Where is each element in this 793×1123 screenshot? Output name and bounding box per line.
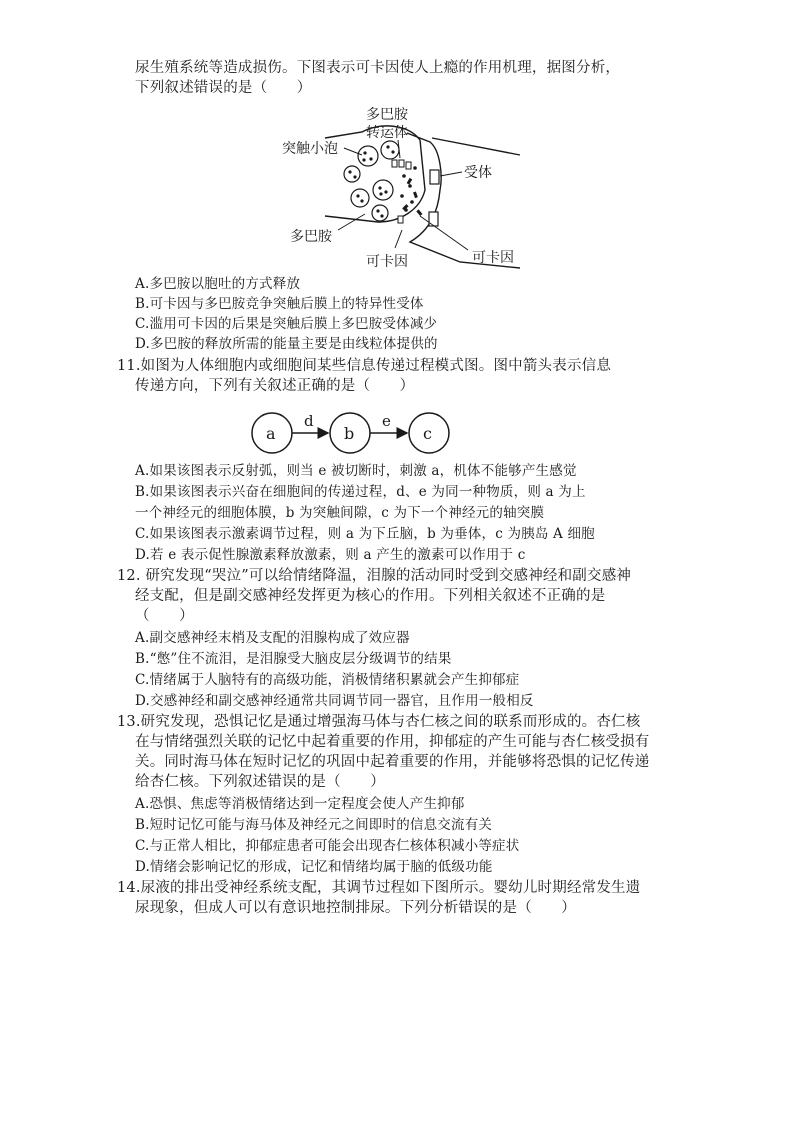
q11-stem-1: 11.如图为人体细胞内或细胞间某些信息传递过程模式图。图中箭头表示信息: [117, 358, 612, 374]
q11-option-b: B.如果该图表示兴奋在细胞间的传递过程，d、e 为同一种物质，则 a 为上: [135, 484, 586, 500]
q10-option-b: B.可卡因与多巴胺竞争突触后膜上的特异性受体: [135, 296, 424, 312]
label-cocaine-2: 可卡因: [472, 250, 514, 266]
q11-option-a: A.如果该图表示反射弧，则当 e 被切断时，刺激 a，机体不能够产生感觉: [135, 463, 577, 479]
q12-option-d: D.交感神经和副交感神经通常共同调节同一器官，且作用一般相反: [135, 693, 534, 709]
q14-stem-2: 尿现象，但成人可以有意识地控制排尿。下列分析错误的是（ ）: [135, 900, 576, 916]
arrow-e-label: e: [382, 412, 391, 430]
postsynaptic-membrane: [407, 133, 520, 268]
q10-option-c: C.滥用可卡因的后果是突触后膜上多巴胺受体减少: [135, 316, 438, 332]
label-transporter-2: 转运体: [366, 125, 408, 141]
label-dopamine: 多巴胺: [290, 229, 332, 245]
vesicle: [344, 166, 360, 182]
q12-stem-3: （ ）: [135, 608, 194, 624]
q12-option-a: A.副交感神经末梢及支配的泪腺构成了效应器: [135, 630, 410, 646]
q13-option-b: B.短时记忆可能与海马体及神经元之间即时的信息交流有关: [135, 817, 493, 833]
vesicle: [372, 205, 388, 221]
q13-stem-2: 在与情绪强烈关联的记忆中起着重要的作用，抑郁症的产生可能与杏仁核受损有: [135, 734, 650, 750]
node-a-label: a: [266, 424, 276, 443]
receptor: [430, 170, 439, 184]
synapse-figure: [0, 0, 793, 280]
node-c-label: c: [423, 424, 432, 443]
vesicle: [373, 180, 393, 200]
vesicle: [358, 146, 378, 166]
intro-line-2: 下列叙述错误的是（ ）: [135, 80, 312, 96]
q12-option-b: B.“憋”住不流泪，是泪腺受大脑皮层分级调节的结果: [135, 651, 452, 667]
q11-option-d: D.若 e 表示促性腺激素释放激素，则 a 产生的激素可以作用于 c: [135, 547, 526, 563]
intro-line-1: 尿生殖系统等造成损伤。下图表示可卡因使人上瘾的作用机理，据图分析，: [135, 60, 621, 76]
label-vesicle: 突触小泡: [282, 141, 338, 157]
q10-option-a: A.多巴胺以胞吐的方式释放: [135, 276, 301, 292]
q13-stem-4: 给杏仁核。下列叙述错误的是（ ）: [135, 774, 385, 790]
q11-option-c: C.如果该图表示激素调节过程，则 a 为下丘脑，b 为垂体，c 为胰岛 A 细胞: [135, 526, 595, 542]
vesicle: [351, 189, 369, 207]
q10-option-d: D.多巴胺的释放所需的能量主要是由线粒体提供的: [135, 336, 438, 352]
q13-stem-3: 关。同时海马体在短时记忆的巩固中起着重要的作用，并能够将恐惧的记忆传递: [135, 754, 650, 770]
q11-stem-2: 传递方向，下列有关叙述正确的是（ ）: [135, 378, 415, 394]
q12-stem-2: 经支配，但是副交感神经发挥更为核心的作用。下列相关叙述不正确的是: [135, 588, 606, 604]
arrow-d-label: d: [304, 412, 314, 430]
q13-stem-1: 13.研究发现，恐惧记忆是通过增强海马体与杏仁核之间的联系而形成的。杏仁核: [117, 714, 641, 730]
q13-option-c: C.与正常人相比，抑郁症患者可能会出现杏仁核体积减小等症状: [135, 838, 520, 854]
node-b-label: b: [344, 424, 355, 443]
q11-option-b-cont: 一个神经元的细胞体膜，b 为突触间隙，c 为下一个神经元的轴突膜: [135, 505, 545, 521]
q13-option-d: D.情绪会影响记忆的形成，记忆和情绪均属于脑的低级功能: [135, 859, 493, 875]
q12-option-c: C.情绪属于人脑特有的高级功能，消极情绪积累就会产生抑郁症: [135, 672, 520, 688]
q11-flow-diagram: [0, 404, 793, 464]
label-receptor: 受体: [464, 165, 492, 181]
q12-stem-1: 12. 研究发现“哭泣”可以给情绪降温，泪腺的活动同时受到交感神经和副交感神: [117, 568, 632, 584]
q14-stem-1: 14.尿液的排出受神经系统支配，其调节过程如下图所示。婴幼儿时期经常发生遗: [117, 880, 641, 896]
vesicle: [381, 141, 399, 159]
label-cocaine-1: 可卡因: [366, 254, 408, 270]
q13-option-a: A.恐惧、焦虑等消极情绪达到一定程度会使人产生抑郁: [135, 796, 465, 812]
label-transporter-1: 多巴胺: [366, 107, 408, 123]
